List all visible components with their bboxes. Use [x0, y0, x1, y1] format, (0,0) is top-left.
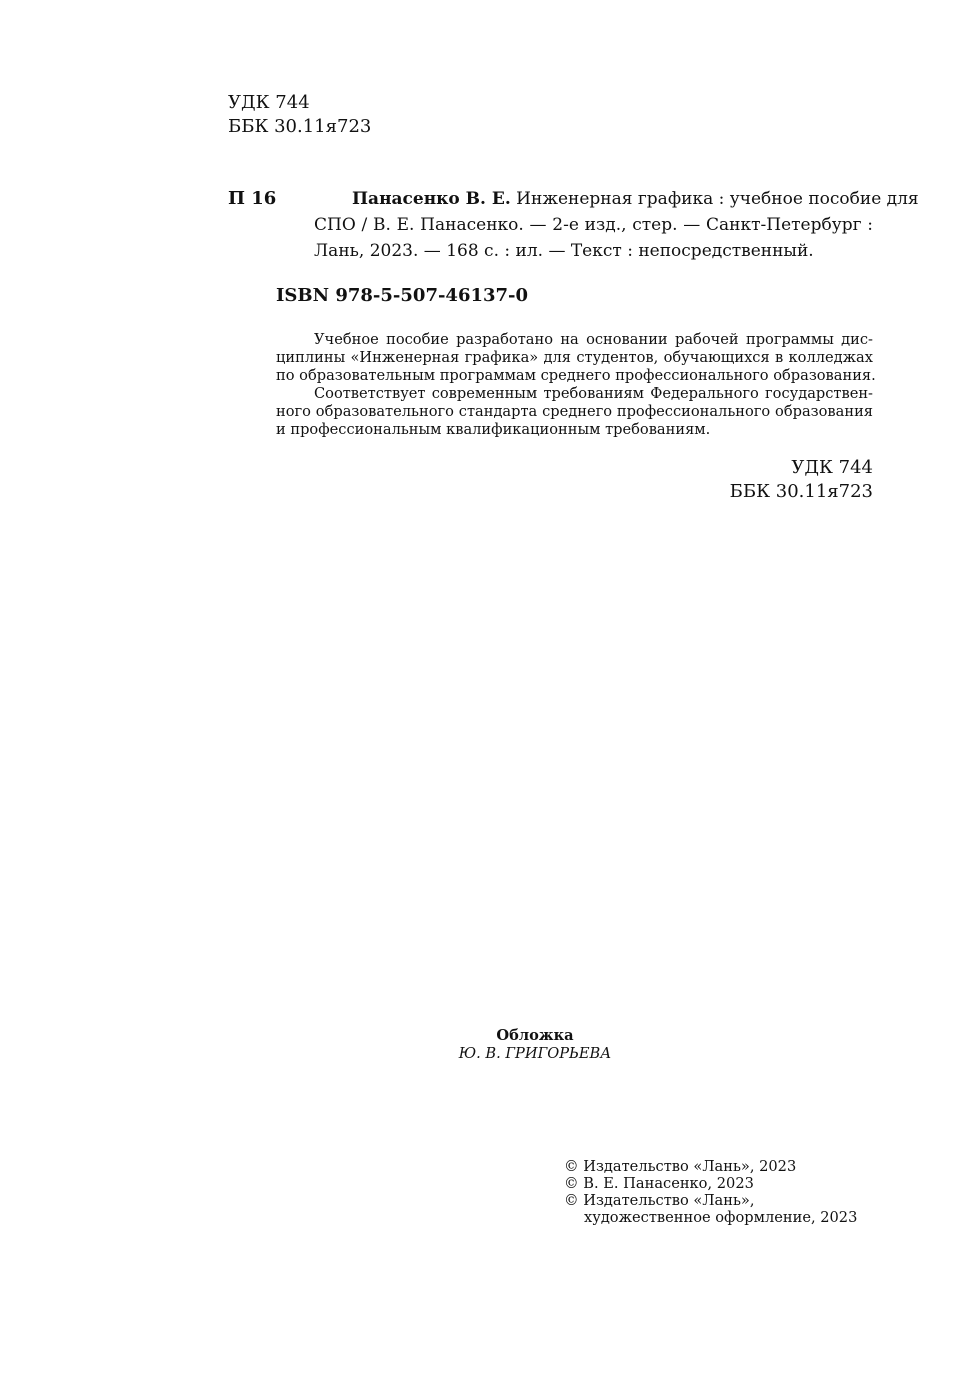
biblio-line: Лань, 2023. — 168 с. : ил. — Текст : непосредственный.	[314, 241, 814, 261]
cover-designer: Ю. В. ГРИГОРЬЕВА	[458, 1045, 612, 1062]
annotation-line: Учебное пособие разработано на основании рабочей программы дис-	[314, 331, 873, 348]
cover-credit	[380, 1027, 690, 1063]
annotation-line: и профессиональным квалификационным требованиям.	[276, 421, 711, 438]
bbk-code: ББК 30.11я723	[228, 116, 372, 137]
bbk-code: ББК 30.11я723	[729, 481, 873, 502]
copyright-block	[564, 1158, 857, 1226]
udk-code: УДК 744	[228, 92, 310, 113]
copyright-line: художественное оформление, 2023	[584, 1209, 858, 1226]
biblio-line: СПО / В. Е. Панасенко. — 2-е изд., стер. — Санкт-Петербург :	[314, 215, 873, 235]
classification-codes-top	[228, 91, 371, 139]
annotation	[276, 331, 876, 439]
author-index: П 16	[228, 188, 277, 209]
annotation-line: Соответствует современным требованиям Федерального государствен-	[314, 385, 873, 402]
udk-code: УДК 744	[791, 457, 873, 478]
bibliographic-record	[276, 186, 919, 264]
annotation-line: циплины «Инженерная графика» для студентов, обучающихся в колледжах	[276, 349, 873, 366]
isbn: ISBN 978-5-507-46137-0	[276, 285, 529, 306]
copyright-line: © В. Е. Панасенко, 2023	[564, 1175, 754, 1192]
annotation-line: ного образовательного стандарта среднего профессионального образования	[276, 403, 873, 420]
author-name: Панасенко В. Е.	[352, 189, 511, 209]
classification-codes-bottom	[600, 456, 873, 504]
copyright-line: © Издательство «Лань»,	[564, 1192, 755, 1209]
biblio-line	[276, 186, 919, 212]
annotation-line: по образовательным программам среднего профессионального образования.	[276, 367, 876, 384]
copyright-line: © Издательство «Лань», 2023	[564, 1158, 797, 1175]
cover-title: Обложка	[496, 1027, 574, 1044]
biblio-title-text: Инженерная графика : учебное пособие для	[510, 189, 919, 209]
